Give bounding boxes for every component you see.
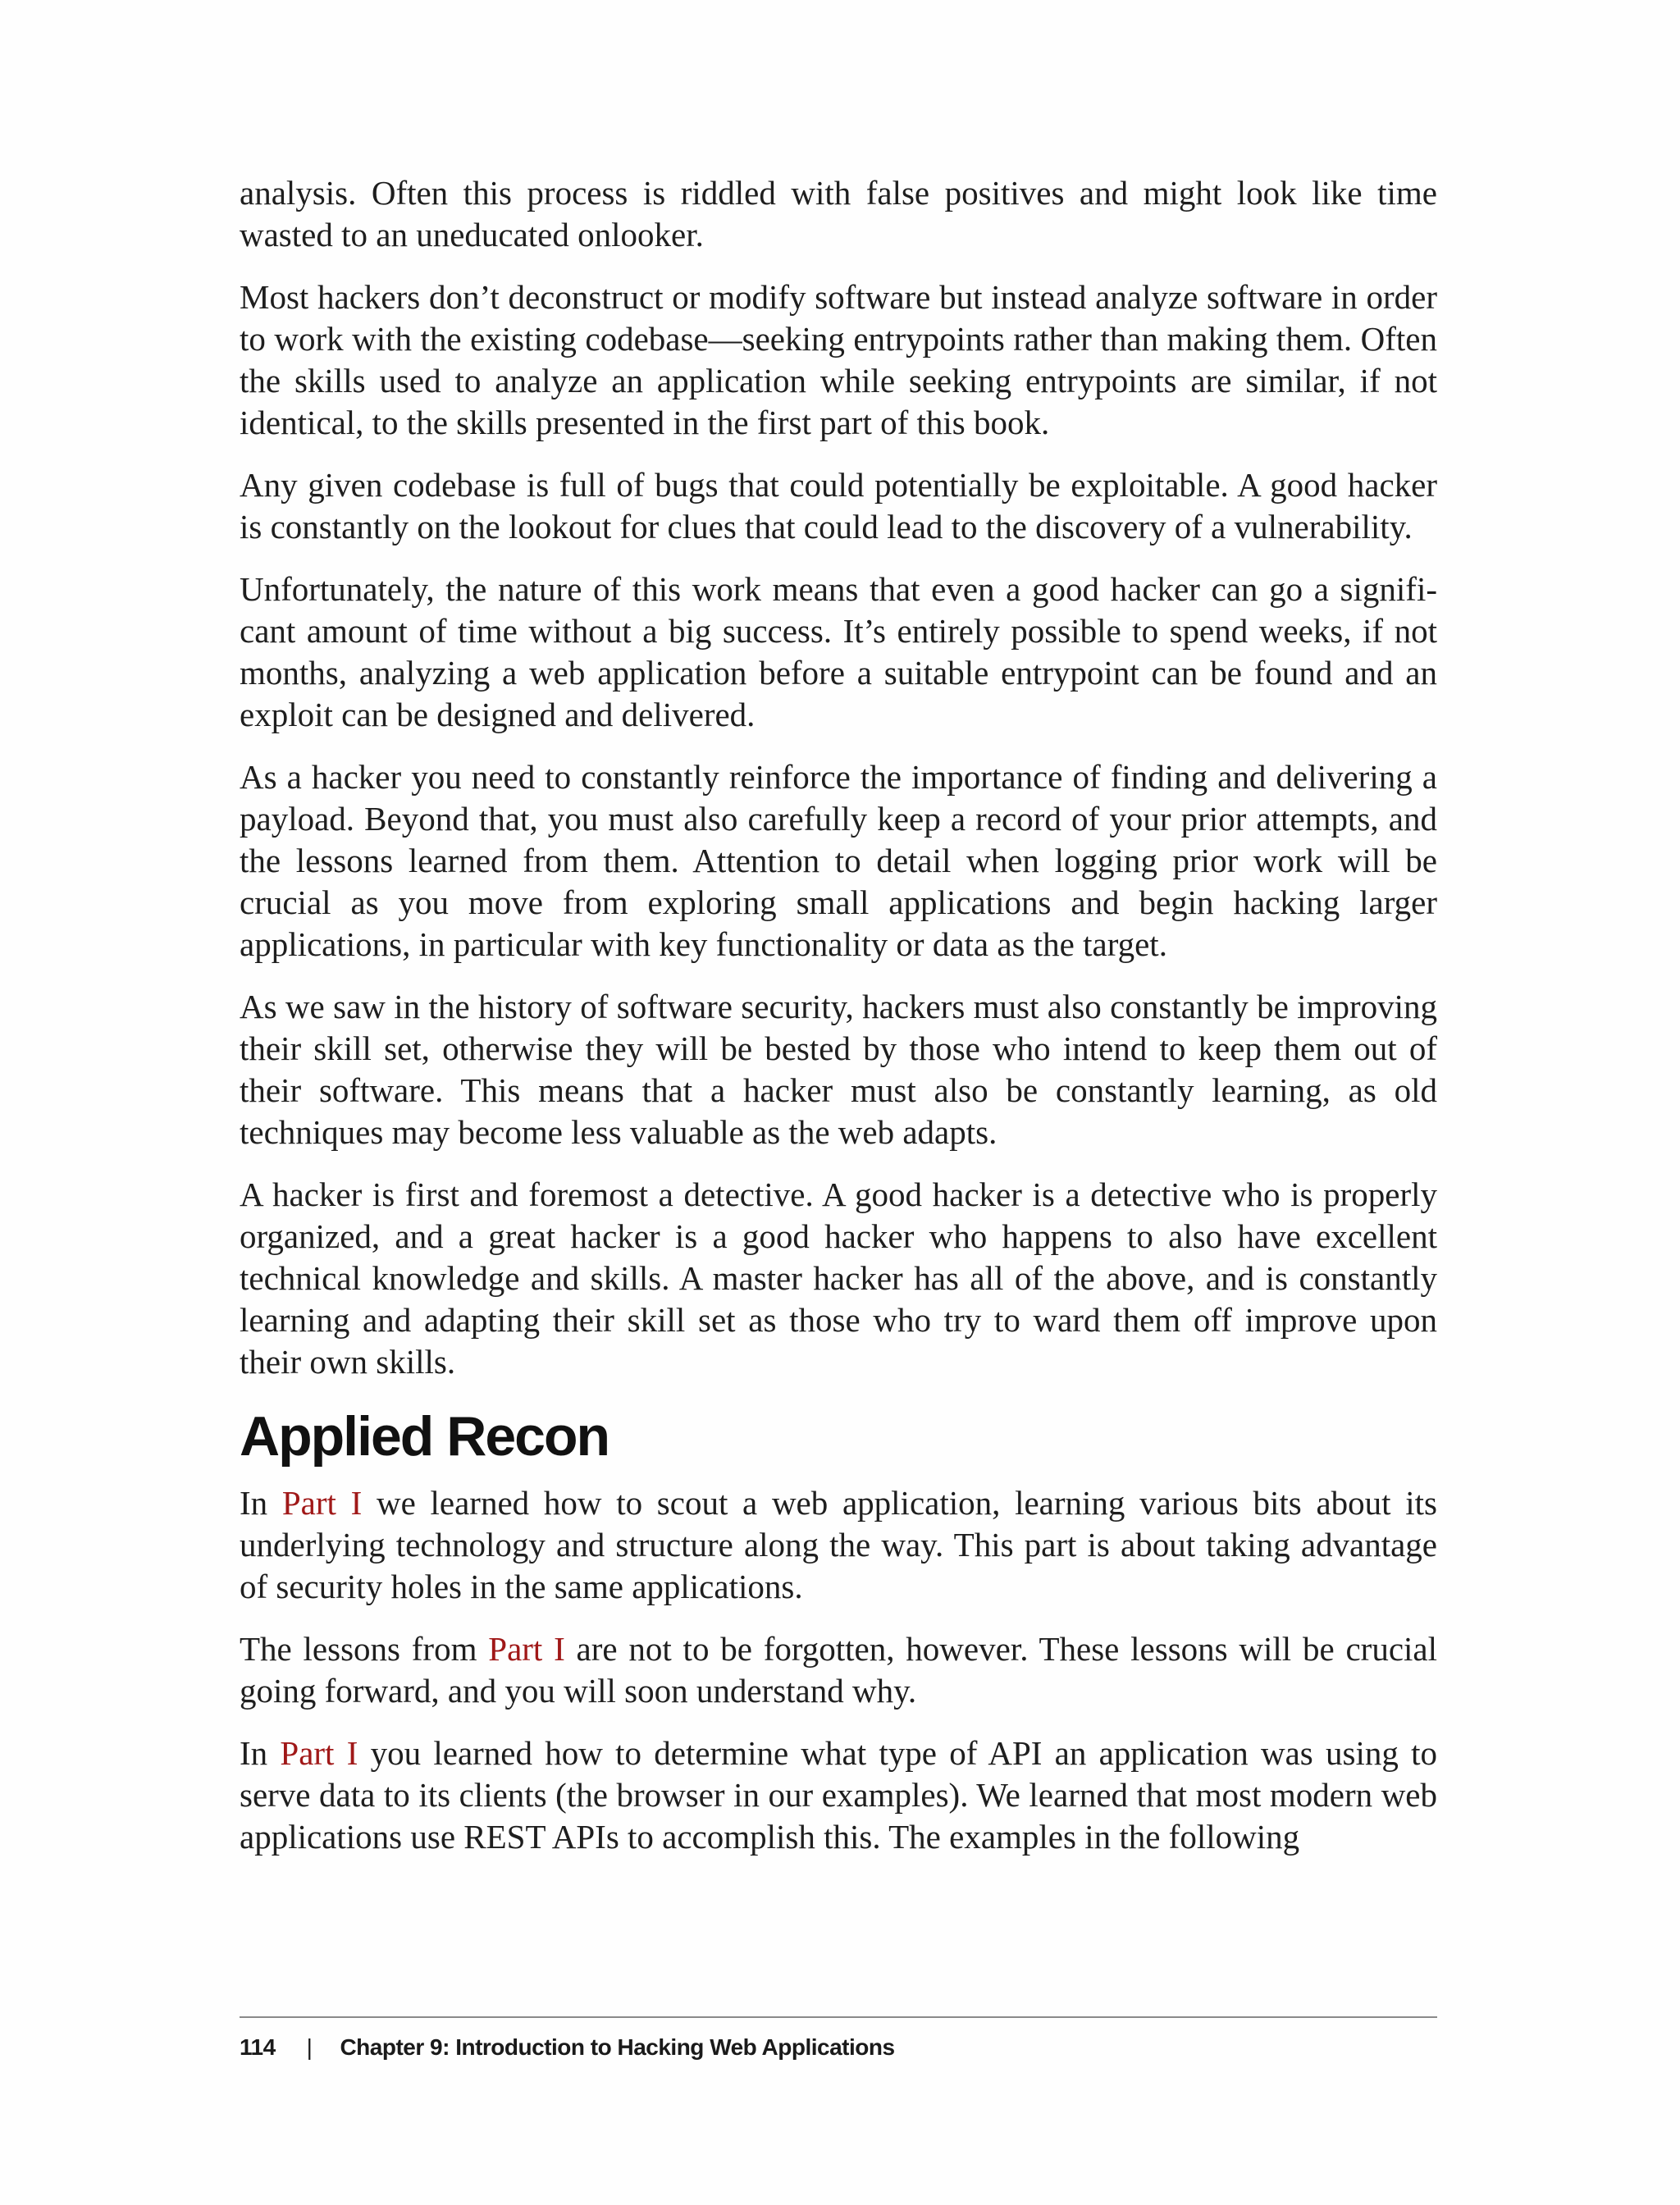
part-i-link[interactable]: Part I <box>281 1484 363 1522</box>
paragraph-1: analysis. Often this process is riddled with false positives and might look like time wasted to an uneducated onlooker. <box>240 174 1437 253</box>
paragraph-text: In <box>240 1484 282 1522</box>
paragraph-2: Most hackers don’t deconstruct or modify software but instead analyze software in order to work with the existing codebase—seeking entrypoints rather than making them. Often the skills used to analyze an application while seeking entrypoints are similar, if not identical, to the skills presented in the first part of this book. <box>240 278 1437 441</box>
paragraph-text: we learned how to scout a web application, learning various bits about its underlying technology and structure along the way. This part is about taking advantage of security holes in the same applications. <box>240 1484 1438 1605</box>
part-i-link[interactable]: Part I <box>280 1734 358 1772</box>
paragraph-5: As a hacker you need to constantly reinforce the importance of finding and delivering a payload. Beyond that, you must also carefully keep a record of your prior attempts, and the lessons learned from them. Attention to detail when logging prior work will be crucial as you move from exploring small applications and begin hacking larger applications, in particular with key functionality or data as the target. <box>240 758 1437 963</box>
section-heading-applied-recon: Applied Recon <box>240 1405 609 1468</box>
paragraph-text: you learned how to determine what type of API an application was using to serve data to its clients (the browser in our examples). We learned that most modern web applications use REST APIs to accomplish this. The examples in the following <box>240 1734 1438 1856</box>
footer-separator: | <box>306 2034 313 2060</box>
section-paragraph-1 <box>240 1482 1437 1608</box>
chapter-title: Chapter 9: Introduction to Hacking Web Applications <box>340 2034 895 2060</box>
paragraph-6: As we saw in the history of software security, hackers must also constantly be improving their skill set, otherwise they will be bested by those who intend to keep them out of their software. This means that a hacker must also be constantly learning, as old techniques may become less valuable as the web adapts. <box>240 988 1437 1151</box>
page-number: 114 <box>240 2034 276 2060</box>
paragraph-3: Any given codebase is full of bugs that could potentially be exploitable. A good hacker is constantly on the lookout for clues that could lead to the discovery of a vulnerability. <box>240 466 1437 546</box>
footer-divider <box>240 2016 1437 2018</box>
part-i-link[interactable]: Part I <box>488 1630 565 1668</box>
page-footer <box>240 2031 895 2064</box>
section-paragraph-3 <box>240 1732 1437 1858</box>
paragraph-7: A hacker is first and foremost a detective. A good hacker is a detective who is properly organized, and a great hacker is a good hacker who happens to also have excellent technical knowledge and skills. A master hacker has all of the above, and is constantly learning and adapting their skill set as those who try to ward them off improve upon their own skills. <box>240 1176 1437 1381</box>
paragraph-text: The lessons from <box>240 1630 489 1668</box>
paragraph-4: Unfortunately, the nature of this work means that even a good hacker can go a significant amount of time without a big success. It’s entirely possible to spend weeks, if not months, analyzing a web application before a suitable entrypoint can be found and an exploit can be designed and delivered. <box>240 570 1437 733</box>
page-body <box>240 172 1437 1879</box>
paragraph-text: are not to be forgotten, however. These lessons will be crucial going forward, and you will soon understand why. <box>240 1630 1437 1710</box>
section-paragraph-2 <box>240 1628 1437 1712</box>
paragraph-text: In <box>240 1734 281 1772</box>
